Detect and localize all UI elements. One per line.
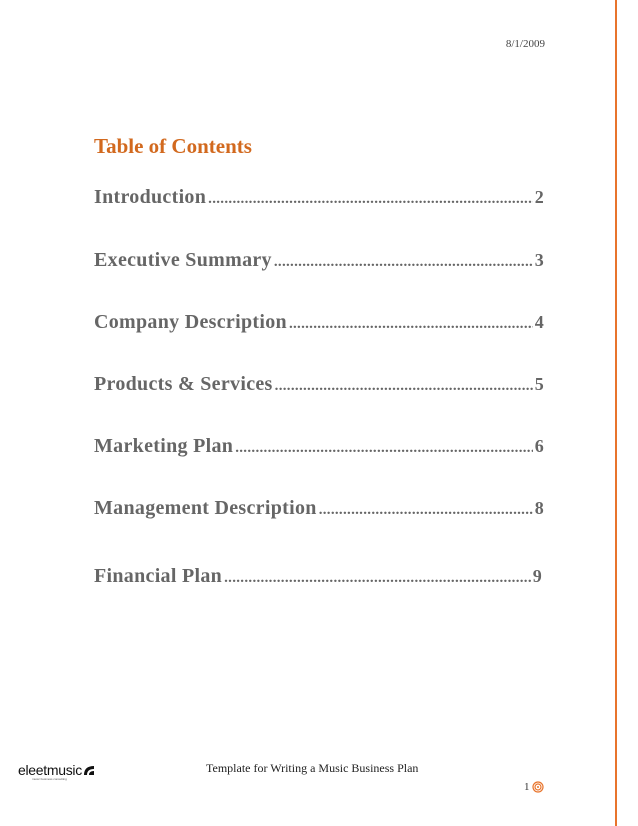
logo-tagline: music business consulting (32, 777, 67, 781)
toc-entry-page: 6 (534, 436, 544, 456)
toc-entry-label: Introduction (94, 186, 207, 208)
toc-entry-page: 4 (534, 312, 544, 332)
page-edge-rule (615, 0, 617, 826)
toc-title: Table of Contents (94, 134, 252, 158)
toc-entry-label: Products & Services (94, 373, 273, 395)
toc-entry-label: Management Description (94, 497, 317, 519)
eleetmusic-logo (18, 762, 96, 781)
toc-leader-dots (274, 254, 533, 271)
footer-page-number (524, 781, 544, 793)
toc-entry-label: Executive Summary (94, 249, 272, 271)
toc-entry-page: 5 (534, 374, 544, 394)
header-date: 8/1/2009 (505, 38, 545, 50)
toc-entry-introduction[interactable] (94, 186, 544, 209)
toc-entry-label: Financial Plan (94, 565, 223, 587)
toc-entry-marketing-plan[interactable] (94, 435, 544, 458)
toc-entry-label: Company Description (94, 311, 287, 333)
toc-entry-page: 9 (532, 566, 542, 586)
logo-wordmark: eleetmusic (18, 762, 82, 778)
toc-leader-dots (235, 440, 532, 457)
toc-entry-page: 3 (534, 250, 544, 270)
toc-leader-dots (275, 378, 533, 395)
toc-entry-executive-summary[interactable] (94, 249, 544, 272)
toc-entry-label: Marketing Plan (94, 435, 234, 457)
toc-leader-dots (289, 316, 533, 333)
toc-leader-dots (319, 502, 533, 519)
toc-leader-dots (224, 570, 531, 587)
page-number: 1 (524, 781, 530, 793)
toc-entry-company-description[interactable] (94, 311, 544, 334)
toc-leader-dots (208, 191, 533, 208)
toc-entry-financial-plan[interactable] (94, 565, 542, 588)
toc-entry-products-services[interactable] (94, 373, 544, 396)
toc-entry-management-description[interactable] (94, 497, 544, 520)
toc-entry-page: 2 (534, 187, 544, 207)
swirl-icon (532, 781, 544, 793)
toc-entry-page: 8 (534, 498, 544, 518)
logo-mark-icon (82, 764, 96, 776)
footer-title: Template for Writing a Music Business Plan (206, 761, 419, 775)
